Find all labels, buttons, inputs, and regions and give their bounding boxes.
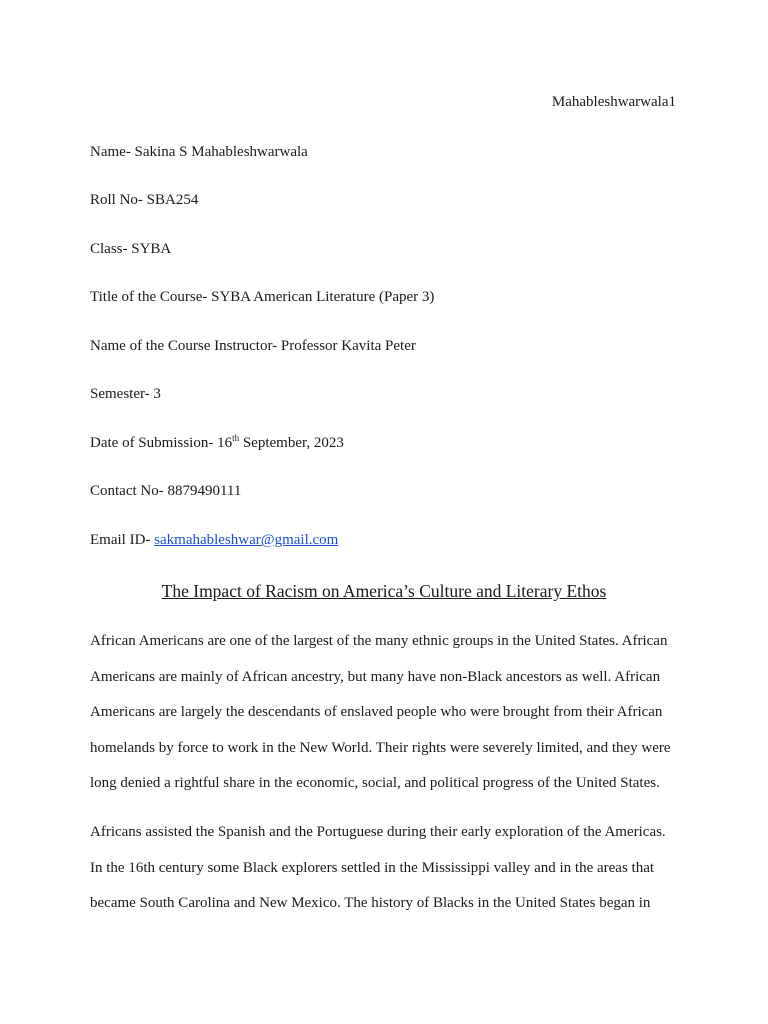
submission-date-prefix: Date of Submission- 16 [90, 435, 233, 451]
submission-date-suffix: September, 2023 [239, 435, 344, 451]
email-field [90, 531, 338, 549]
paragraph-line: became South Carolina and New Mexico. The history of Blacks in the United States began in [90, 895, 651, 911]
paragraph-line: Americans are largely the descendants of enslaved people who were brought from their African [90, 704, 663, 720]
contact-number: Contact No- 8879490111 [90, 483, 242, 499]
paragraph-line: Americans are mainly of African ancestry, but many have non-Black ancestors as well. African [90, 668, 661, 685]
body-paragraph-2 [90, 815, 688, 922]
email-label: Email ID- [90, 532, 155, 548]
paragraph-line: Africans assisted the Spanish and the Portuguese during their early exploration of the Americas. [90, 824, 666, 840]
paragraph-line: homelands by force to work in the New World. Their rights were severely limited, and they were [90, 739, 671, 756]
course-instructor: Name of the Course Instructor- Professor Kavita Peter [90, 338, 416, 354]
roll-number: Roll No- SBA254 [90, 192, 199, 208]
paragraph-line: African Americans are one of the largest of the many ethnic groups in the United States. African [90, 633, 668, 649]
course-title: Title of the Course- SYBA American Literature (Paper 3) [90, 289, 435, 305]
paragraph-line: In the 16th century some Black explorers settled in the Mississippi valley and in the areas that [90, 859, 655, 876]
body-paragraph-1 [90, 624, 688, 802]
email-link[interactable]: sakmahableshwar@gmail.com [154, 532, 339, 548]
running-header: Mahableshwarwala1 [551, 94, 676, 110]
paragraph-line: long denied a rightful share in the economic, social, and political progress of the United States. [90, 775, 660, 791]
semester: Semester- 3 [90, 386, 161, 402]
submission-date-ordinal: th [232, 433, 240, 443]
class-name: Class- SYBA [90, 241, 172, 257]
student-name: Name- Sakina S Mahableshwarwala [90, 144, 308, 160]
essay-title: The Impact of Racism on America’s Culture and Literary Ethos [161, 581, 607, 601]
submission-date [90, 434, 344, 452]
